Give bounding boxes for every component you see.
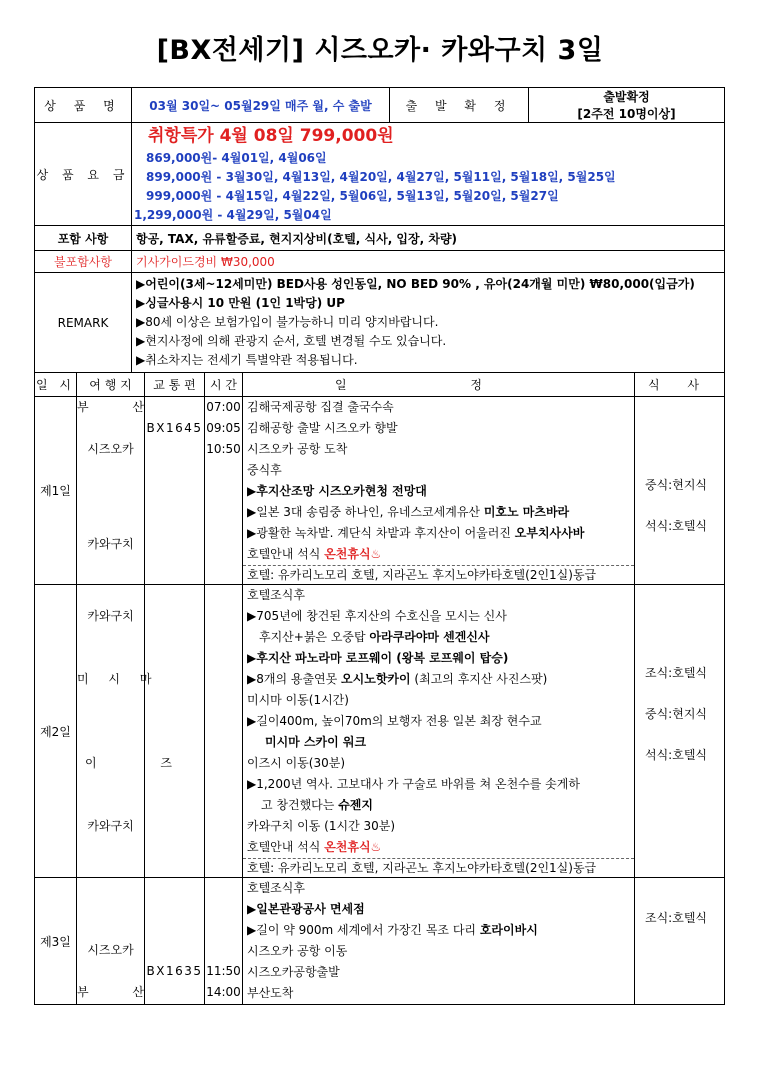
product-name-value: 03월 30일~ 05월29일 매주 월, 수 출발 [132, 88, 390, 123]
itinerary-line [243, 544, 634, 565]
meal-item: 석식:호텔식 [645, 519, 708, 533]
remark-item: ▶80세 이상은 보험가입이 불가능하니 미리 양지바랍니다. [136, 315, 439, 329]
day2-meals [635, 585, 725, 878]
meal-item: 조식:호텔식 [645, 911, 708, 925]
remark-item: ▶취소차지는 전세기 특별약관 적용됩니다. [136, 353, 358, 367]
itinerary-line: 호텔조식후 [247, 588, 305, 602]
day-label: 제1일 [35, 397, 77, 585]
price-label: 상 품 요 금 [35, 123, 132, 226]
remark-item: ▶현지사정에 의해 관광지 순서, 호텔 변경될 수도 있습니다. [136, 334, 447, 348]
departure-label: 출 발 확 정 [390, 88, 529, 123]
onsen-text: 온천휴식♨ [324, 547, 382, 561]
product-name-label: 상 품 명 [35, 88, 132, 123]
itinerary-line [243, 795, 634, 816]
highlight-text: 후지산+붉은 오중탑 [259, 630, 370, 644]
itinerary-line: ▶길이400m, 높이70m의 보행자 전용 일본 최장 현수교 [247, 714, 542, 728]
time: 09:05 [206, 421, 241, 435]
page-title: [BX전세기] 시즈오카· 카와구치 3일 [156, 35, 604, 66]
departure-value [529, 88, 725, 123]
itinerary-line [243, 920, 634, 941]
attraction-name: 아라쿠라야마 센겐신사 [369, 630, 490, 644]
place: 카와구치 [87, 537, 134, 551]
itinerary-line: 김해공항 출발 시즈오카 향발 [247, 421, 398, 435]
itinerary-line: 미시마 이동(1시간) [247, 693, 349, 707]
itinerary-line: 카와구치 이동 (1시간 30분) [247, 819, 396, 833]
exclude-label: 불포함사항 [35, 251, 132, 273]
itinerary-line: 호텔조식후 [247, 881, 305, 895]
highlight-text: (최고의 후지산 사진스팟) [410, 672, 548, 686]
place: 카와구치 [87, 609, 134, 623]
day3-places [77, 878, 164, 1005]
place: 부 산 [77, 985, 164, 999]
itinerary-line [243, 523, 634, 544]
special-price: 취항특가 4월 08일 799,000원 [148, 126, 394, 146]
day2-transport [145, 585, 205, 878]
day-label: 제2일 [35, 585, 77, 878]
header-itinerary: 일 정 [243, 373, 635, 397]
itinerary-line: 중식후 [247, 463, 282, 477]
day1-meals [635, 397, 725, 585]
header-meal: 식 사 [635, 373, 725, 397]
highlight-arrow-text: ▶후지산조망 [247, 484, 319, 498]
time: 07:00 [206, 400, 241, 414]
place: 카와구치 [87, 819, 134, 833]
include-label: 포함 사항 [35, 226, 132, 251]
place: 시즈오카 [87, 943, 134, 957]
attraction-name: 오시노핫카이 [341, 672, 411, 686]
time: 10:50 [206, 442, 241, 456]
meal-item: 중식:현지식 [645, 707, 708, 721]
itinerary-line [243, 627, 634, 648]
departure-status: 출발확정 [603, 90, 650, 104]
day3-times [205, 878, 243, 1005]
price-line: 999,000원 - 4월15일, 4월22일, 5월06일, 5월13일, 5월20일, 5월27일 [146, 189, 559, 203]
price-line: 869,000원- 4월01일, 4월06일 [146, 151, 327, 165]
day3-meals [635, 878, 725, 1005]
highlight-text: ▶광활한 녹차밭. 계단식 차밭과 후지산이 어울러진 [247, 526, 515, 540]
itinerary-line: 부산도착 [247, 986, 294, 1000]
dinner-text: 호텔안내 석식 [247, 840, 325, 854]
itinerary-line: ▶후지산 파노라마 로프웨이 (왕복 로프웨이 탑승) [247, 651, 509, 665]
hotel-line: 호텔: 유카리노모리 호텔, 지라곤노 후지노야카타호텔(2인1실)동급 [243, 565, 634, 584]
place: 이 즈 [85, 756, 202, 770]
highlight-text: 고 창건했다는 [261, 798, 339, 812]
day2-times [205, 585, 243, 878]
highlight-text: ▶8개의 용출연못 [247, 672, 342, 686]
itinerary-line [243, 502, 634, 523]
attraction-name: 오부치사사바 [514, 526, 585, 540]
itinerary-line: 시즈오카 공항 도착 [247, 442, 348, 456]
price-line: 1,299,000원 - 4월29일, 5월04일 [134, 208, 332, 222]
header-place: 여 행 지 [77, 373, 145, 397]
day2-itinerary [243, 585, 635, 878]
day1-places [77, 397, 164, 585]
place: 시즈오카 [87, 442, 134, 456]
day1-itinerary [243, 397, 635, 585]
itinerary-line: ▶705년에 창건된 후지산의 수호신을 모시는 신사 [247, 609, 507, 623]
day-label: 제3일 [35, 878, 77, 1005]
flight-number: BX1635 [146, 964, 203, 978]
header-day: 일 시 [35, 373, 77, 397]
hotel-line: 호텔: 유카리노모리 호텔, 지라곤노 후지노야카타호텔(2인1실)동급 [243, 858, 634, 877]
attraction-name: 시즈오카현청 전망대 [318, 484, 427, 498]
product-info-table [34, 87, 725, 373]
exclude-value: 기사가이드경비 ₩30,000 [132, 251, 725, 273]
itinerary-line [243, 669, 634, 690]
attraction-name: 미호노 마츠바라 [483, 505, 570, 519]
departure-condition: [2주전 10명이상] [577, 107, 676, 121]
itinerary-line [243, 837, 634, 858]
place [77, 418, 144, 439]
price-details [132, 123, 725, 226]
remark-list [132, 273, 725, 373]
dinner-text: 호텔안내 석식 [247, 547, 325, 561]
remark-item: ▶어린이(3세~12세미만) BED사용 성인동일, NO BED 90% , 유아(24개월 미만) ₩80,000(입금가) [136, 277, 695, 291]
itinerary-line [243, 481, 634, 502]
itinerary-line: 이즈시 이동(30분) [247, 756, 345, 770]
itinerary-line: ▶일본관광공사 면세점 [247, 902, 365, 916]
itinerary-line: 김해국제공항 집결 출국수속 [247, 400, 394, 414]
itinerary-line: 시즈오카공항출발 [247, 965, 340, 979]
itinerary-line: 시즈오카 공항 이동 [247, 944, 348, 958]
remark-label: REMARK [35, 273, 132, 373]
day3-itinerary [243, 878, 635, 1005]
itinerary-table [34, 372, 725, 1005]
include-value: 항공, TAX, 유류할증료, 현지지상비(호텔, 식사, 입장, 차량) [132, 226, 725, 251]
time: 14:00 [206, 985, 241, 999]
day1-times [205, 397, 243, 585]
day1-transport [145, 397, 205, 585]
attraction-name: 호라이바시 [479, 923, 538, 937]
remark-item: ▶싱글사용시 10 만원 (1인 1박당) UP [136, 296, 345, 310]
meal-item: 석식:호텔식 [645, 748, 708, 762]
highlight-text: ▶길이 약 900m 세계에서 가장긴 목조 다리 [247, 923, 480, 937]
day2-places [77, 585, 202, 878]
header-transport: 교 통 편 [145, 373, 205, 397]
attraction-name: 미시마 스카이 워크 [265, 735, 367, 749]
highlight-text: ▶일본 3대 송림중 하나인, 유네스코세계유산 [247, 505, 484, 519]
price-line: 899,000원 - 3월30일, 4월13일, 4월20일, 4월27일, 5월11일, 5월18일, 5월25일 [146, 170, 616, 184]
onsen-text: 온천휴식♨ [324, 840, 382, 854]
header-time: 시 간 [205, 373, 243, 397]
place: 미 시 마 [77, 672, 160, 686]
place: 부 산 [77, 400, 164, 414]
attraction-name: 슈젠지 [338, 798, 373, 812]
itinerary-line: ▶1,200년 역사. 고보대사 가 구술로 바위를 쳐 온천수를 솟게하 [247, 777, 580, 791]
meal-item: 중식:현지식 [645, 478, 708, 492]
time: 11:50 [206, 964, 241, 978]
flight-number: BX1645 [146, 421, 203, 435]
meal-item: 조식:호텔식 [645, 666, 708, 680]
